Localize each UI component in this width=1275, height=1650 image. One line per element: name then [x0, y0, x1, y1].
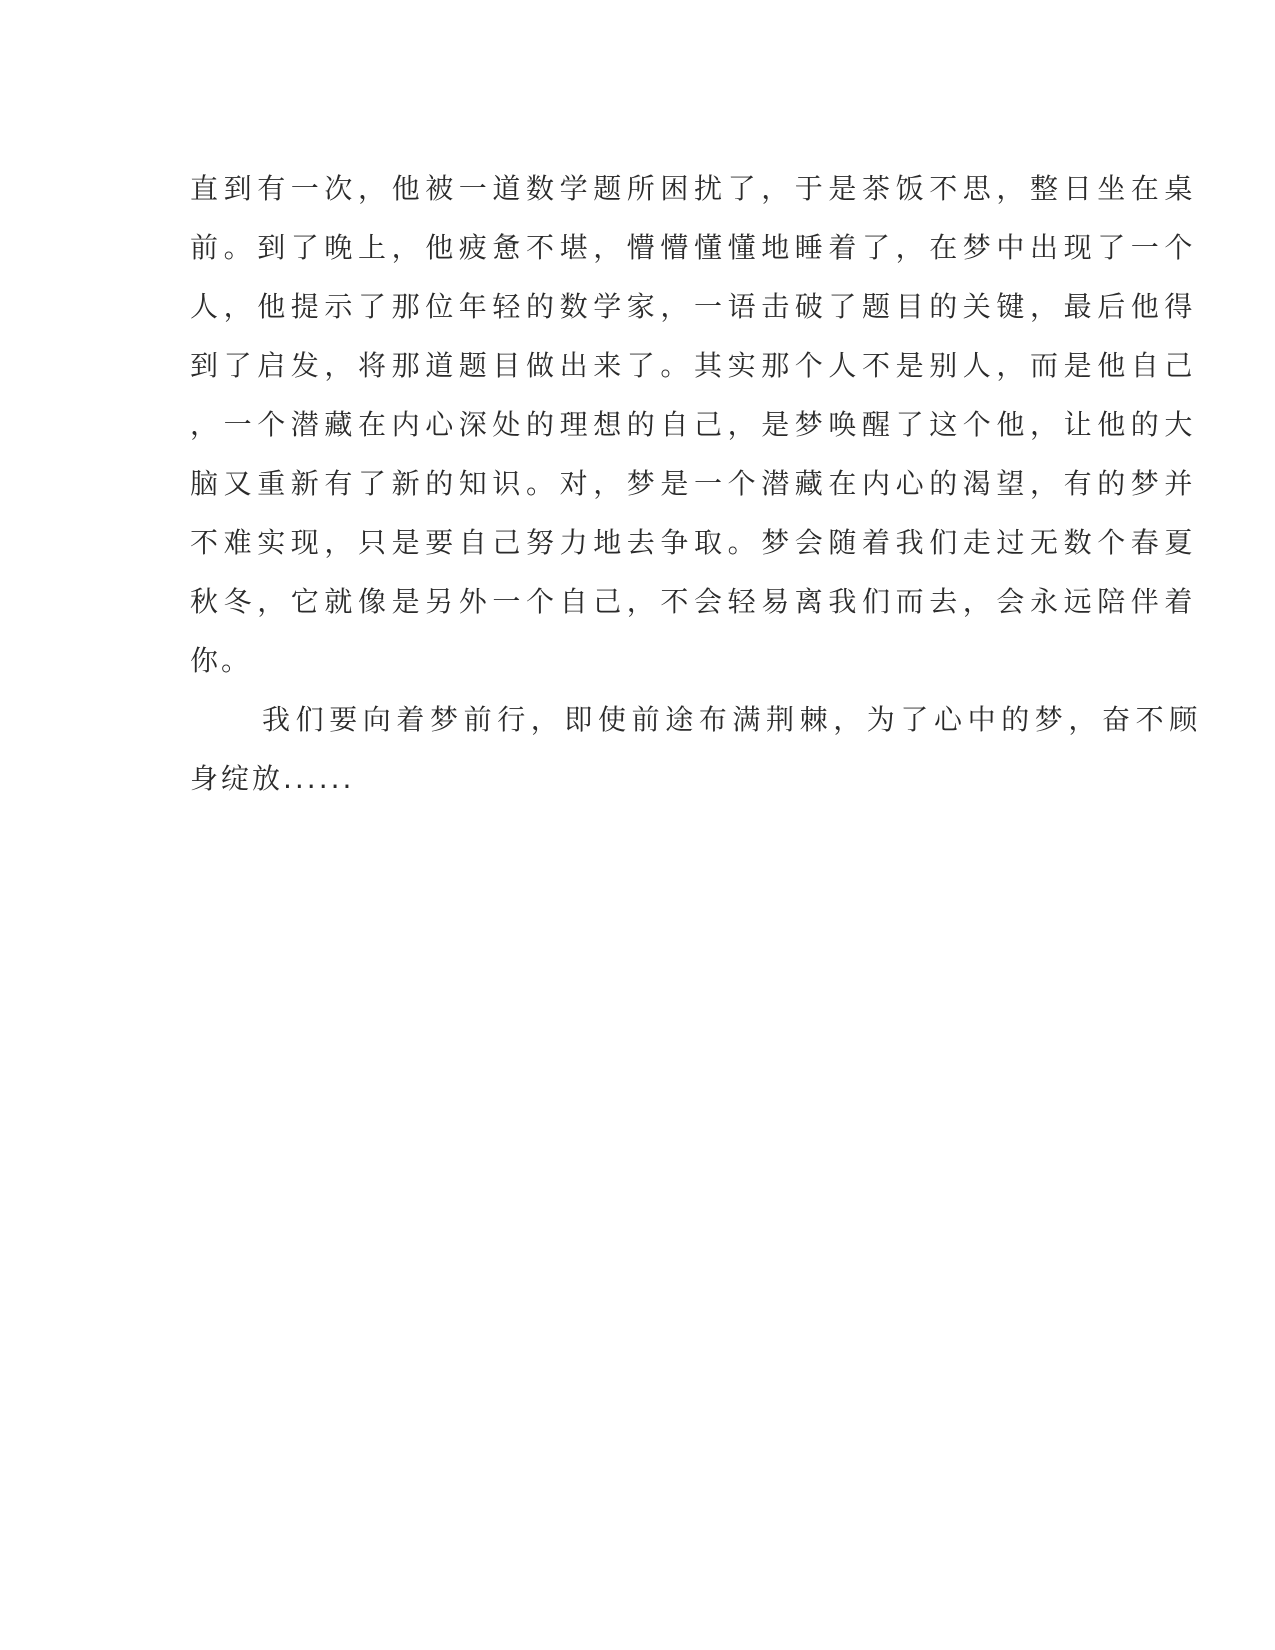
text-line: ，一个潜藏在内心深处的理想的自己，是梦唤醒了这个他，让他的大	[190, 408, 1199, 441]
text-line: 我们要向着梦前行，即使前途布满荆棘，为了心中的梦，奋不顾	[262, 703, 1203, 736]
text-line: 不难实现，只是要自己努力地去争取。梦会随着我们走过无数个春夏	[190, 526, 1199, 559]
text-line: 脑又重新有了新的知识。对，梦是一个潜藏在内心的渴望，有的梦并	[190, 467, 1199, 500]
text-line: 你。	[190, 644, 253, 677]
text-line: 身绽放......	[190, 762, 355, 795]
text-line: 到了启发，将那道题目做出来了。其实那个人不是别人，而是他自己	[190, 349, 1199, 382]
text-line: 人，他提示了那位年轻的数学家，一语击破了题目的关键，最后他得	[190, 290, 1199, 323]
text-line: 直到有一次，他被一道数学题所困扰了，于是茶饭不思，整日坐在桌	[190, 172, 1199, 205]
text-line: 前。到了晚上，他疲惫不堪，懵懵懂懂地睡着了，在梦中出现了一个	[190, 231, 1199, 264]
text-line: 秋冬，它就像是另外一个自己，不会轻易离我们而去，会永远陪伴着	[190, 585, 1199, 618]
